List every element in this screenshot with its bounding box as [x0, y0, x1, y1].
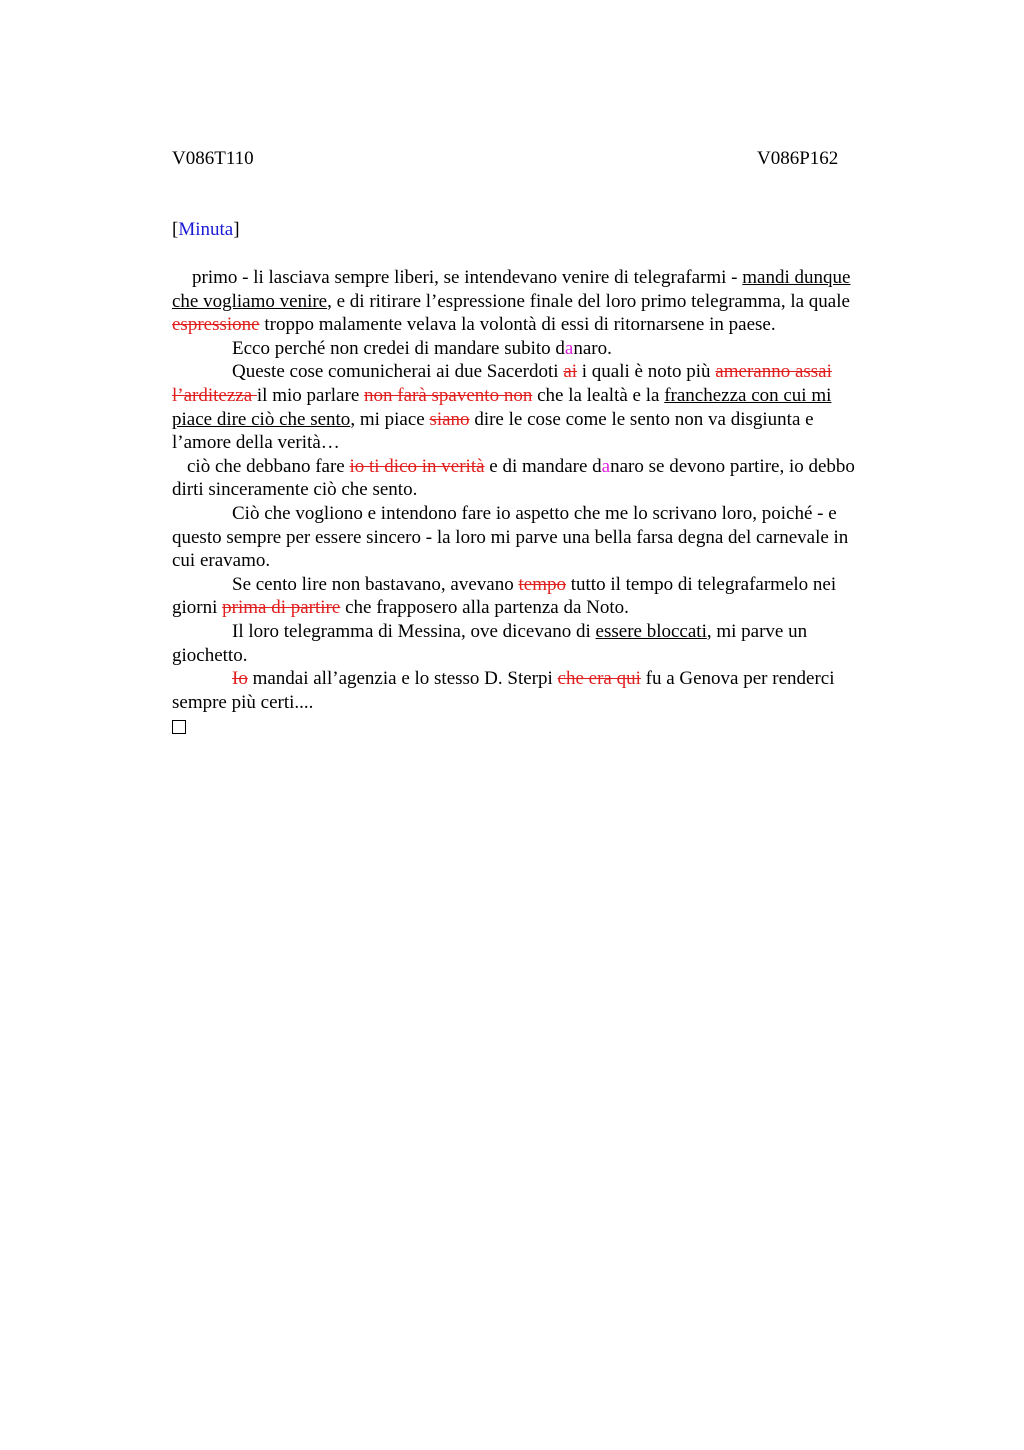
text-line: [172, 620, 912, 644]
text-line: sempre più certi....: [172, 691, 314, 713]
text-line: [172, 266, 912, 290]
underlined-text: franchezza con cui mi: [664, 384, 832, 406]
text-run: Il loro telegramma di Messina, ove dicevano di: [232, 620, 596, 642]
text-line: questo sempre per essere sincero - la loro mi parve una bella farsa degna del carnevale in: [172, 526, 849, 548]
text-run: naro se devono partire, io debbo: [610, 455, 855, 477]
text-run: Queste cose comunicherai ai due Sacerdoti: [232, 361, 564, 383]
text-run: i quali è noto più: [577, 361, 716, 383]
text-line: l’amore della verità…: [172, 432, 340, 454]
text-line: dirti sinceramente ciò che sento.: [172, 479, 418, 501]
square-outline-icon: [172, 720, 186, 734]
end-marker: [172, 714, 912, 738]
deleted-text: che era qui: [557, 668, 641, 690]
letter-body: [172, 266, 912, 738]
deleted-text: ai: [563, 361, 578, 383]
text-run: Se cento lire non bastavano, avevano: [232, 573, 519, 595]
text-line: [172, 408, 912, 432]
text-run: fu a Genova per renderci: [640, 668, 835, 690]
text-run: che la lealtà e la: [532, 384, 665, 406]
text-run: giorni: [172, 597, 223, 619]
bracket-close: ]: [233, 219, 240, 240]
text-run: ciò che debbano fare: [187, 455, 350, 477]
text-line: [172, 596, 912, 620]
section-label: [172, 218, 240, 241]
deleted-text: siano: [429, 408, 470, 430]
text-run: , mi parve un: [706, 620, 808, 642]
label-minuta: Minuta: [178, 219, 234, 240]
text-line: [172, 667, 912, 691]
text-run: , e di ritirare l’espressione finale del loro primo telegramma, la quale: [327, 290, 850, 312]
text-line: [172, 384, 912, 408]
text-line: [172, 337, 912, 361]
text-run: , mi piace: [350, 408, 430, 430]
text-line: [172, 455, 912, 479]
text-run: troppo malamente velava la volontà di essi di ritornarsene in paese.: [259, 314, 776, 336]
underlined-text: piace dire ciò che sento: [172, 408, 351, 430]
deleted-text: tempo: [518, 573, 566, 595]
inserted-text: a: [601, 455, 611, 477]
text-line: giochetto.: [172, 644, 248, 666]
text-line: [172, 290, 912, 314]
text-run: tutto il tempo di telegrafarmelo nei: [565, 573, 837, 595]
text-line: cui eravamo.: [172, 550, 271, 572]
bracket-open: [: [172, 219, 179, 240]
deleted-text: l’arditezza: [172, 384, 257, 406]
underlined-text: essere bloccati: [595, 620, 707, 642]
text-line: [172, 360, 912, 384]
text-line: [172, 313, 912, 337]
text-run: che frapposero alla partenza da Noto.: [340, 597, 629, 619]
deleted-text: io ti dico in verità: [349, 455, 485, 477]
text-line: Ciò che vogliono e intendono fare io aspetto che me lo scrivano loro, poiché - e: [232, 502, 837, 524]
page-code: V086P162: [757, 148, 839, 169]
deleted-text: prima di partire: [222, 597, 341, 619]
text-run: e di mandare d: [484, 455, 602, 477]
deleted-text: non farà spavento non: [364, 384, 533, 406]
document-code: V086T110: [172, 148, 254, 169]
underlined-text: che vogliamo venire: [172, 290, 328, 312]
text-run: mandai all’agenzia e lo stesso D. Sterpi: [247, 668, 558, 690]
deleted-text: ameranno assai: [715, 361, 832, 383]
text-run: naro.: [573, 337, 612, 359]
inserted-text: a: [564, 337, 574, 359]
text-run: il mio parlare: [256, 384, 365, 406]
deleted-text: espressione: [172, 314, 260, 336]
deleted-text: Io: [232, 668, 248, 690]
text-run: primo - li lasciava sempre liberi, se intendevano venire di telegrafarmi -: [192, 267, 743, 288]
text-line: [172, 573, 912, 597]
text-run: dire le cose come le sento non va disgiunta e: [469, 408, 814, 430]
text-run: Ecco perché non credei di mandare subito d: [232, 337, 565, 359]
underlined-text: mandi dunque: [742, 267, 851, 288]
